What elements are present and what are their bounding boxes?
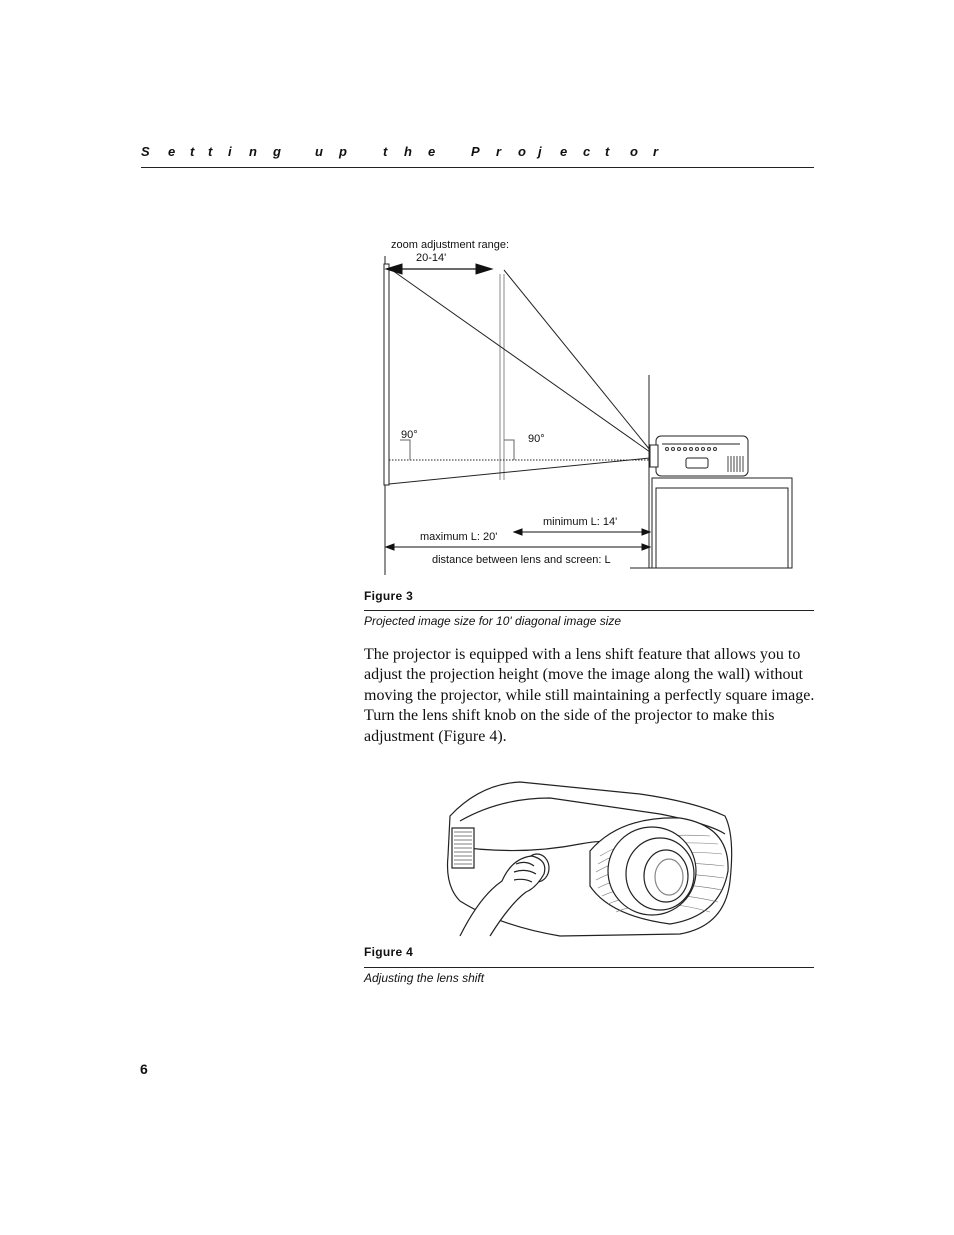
table (652, 478, 792, 568)
ray-far-bottom (389, 458, 650, 484)
header-letter: t (190, 144, 195, 159)
header-letter: i (228, 144, 232, 159)
zoom-arrow-right (476, 264, 492, 274)
header-letter: t (208, 144, 213, 159)
screen (384, 264, 389, 485)
projector-lens (650, 445, 658, 467)
figure-4-illustration (440, 776, 740, 941)
header-letter: o (630, 144, 638, 159)
figure-4-rule (364, 967, 814, 968)
ray-near-top (504, 270, 650, 450)
angle-label-left: 90° (401, 429, 418, 441)
header-letter: c (583, 144, 591, 159)
header-letter: P (471, 144, 480, 159)
header-letter: r (653, 144, 659, 159)
angle-label-right: 90° (528, 433, 545, 445)
header-rule (141, 167, 814, 168)
header-letter: h (404, 144, 412, 159)
header-letter: p (339, 144, 347, 159)
header-letter: o (518, 144, 526, 159)
distance-label: distance between lens and screen: L (432, 554, 611, 566)
body-paragraph: The projector is equipped with a lens shift feature that allows you to adjust the projection height (move the image along the wall) without moving the projector, while still maintaining a perfectly square image. Turn the lens shift knob on the side of the projector to make this adjustment (Figure 4). (364, 646, 815, 745)
angle-marker-right (504, 440, 514, 460)
figure-3-rule (364, 610, 814, 611)
zoom-range-value: 20-14' (416, 252, 447, 264)
header-letter: j (538, 144, 542, 159)
minimum-distance-label: minimum L: 14' (543, 516, 618, 528)
header-letter: t (383, 144, 388, 159)
maximum-distance-label: maximum L: 20' (420, 531, 498, 543)
running-header (141, 144, 813, 164)
figure-3-caption: Projected image size for 10' diagonal image size (364, 614, 622, 628)
header-letter: r (496, 144, 502, 159)
header-letter: e (168, 144, 176, 159)
projector-hand-svg (440, 776, 740, 941)
ray-far-top (389, 268, 650, 452)
header-letter: u (315, 144, 323, 159)
max-arrow-left (386, 544, 394, 550)
header-letter: e (560, 144, 568, 159)
angle-marker-left (400, 440, 410, 460)
figure-4-caption: Adjusting the lens shift (364, 971, 485, 985)
figure-3-title: Figure 3 (364, 589, 414, 603)
header-letter: n (249, 144, 257, 159)
header-letter: S (141, 144, 150, 159)
min-arrow-left (514, 529, 522, 535)
table-inner (656, 488, 788, 568)
page-number: 6 (140, 1061, 148, 1077)
header-letter: t (605, 144, 610, 159)
figure-4-title: Figure 4 (364, 945, 414, 959)
header-letter: e (428, 144, 436, 159)
zoom-range-label: zoom adjustment range: (391, 239, 510, 251)
figure-3-diagram (380, 230, 810, 580)
header-letter: g (273, 144, 281, 159)
